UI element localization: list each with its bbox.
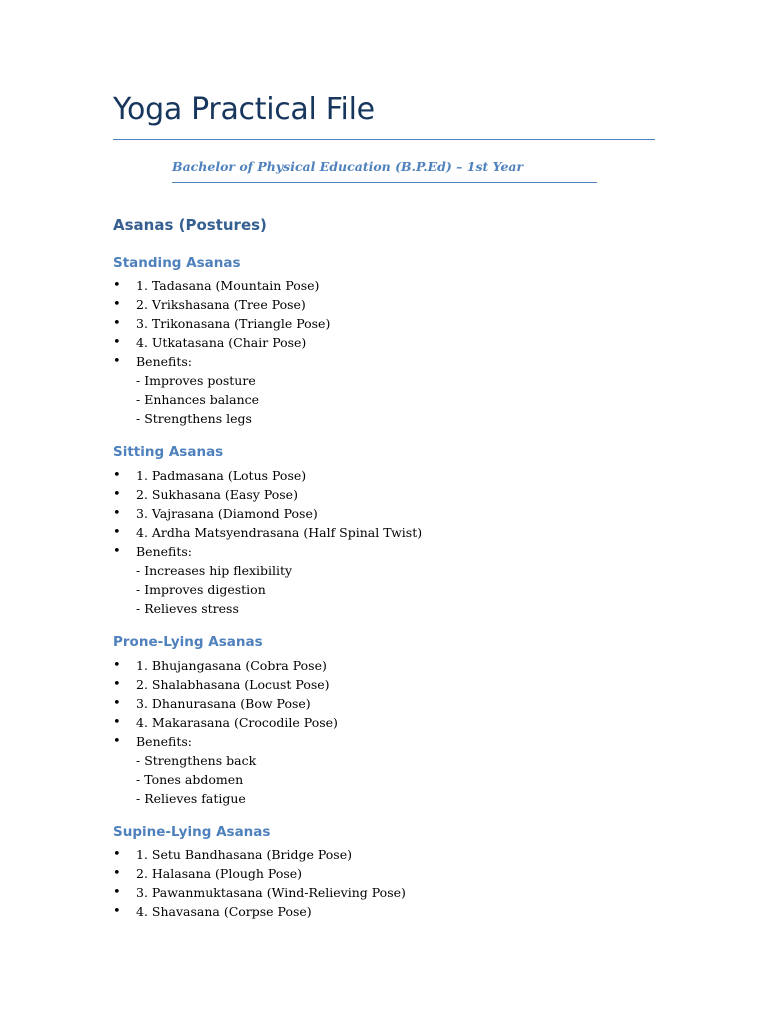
list-item: • 4. Shavasana (Corpse Pose) xyxy=(113,904,312,919)
document-title: Yoga Practical File xyxy=(113,92,375,127)
list-item-benefits: • Benefits: xyxy=(113,354,193,369)
group-list-prone-lying xyxy=(113,656,338,808)
list-item: • 4. Utkatasana (Chair Pose) xyxy=(113,335,307,350)
title-underline xyxy=(113,139,655,140)
list-item: • 3. Trikonasana (Triangle Pose) xyxy=(113,316,331,331)
bullet: • xyxy=(113,658,121,673)
list-item-benefits: • Benefits: xyxy=(113,734,193,749)
bullet: • xyxy=(113,885,121,900)
bullet: • xyxy=(113,866,121,881)
bullet: • xyxy=(113,506,121,521)
bullet: • xyxy=(113,904,121,919)
benefit-line: - Relieves fatigue xyxy=(136,791,246,806)
bullet: • xyxy=(113,354,121,369)
list-item: • 3. Vajrasana (Diamond Pose) xyxy=(113,506,318,521)
list-item: • 4. Ardha Matsyendrasana (Half Spinal Twist) xyxy=(113,525,423,540)
bullet: • xyxy=(113,696,121,711)
bullet: • xyxy=(113,544,121,559)
benefit-line: - Improves posture xyxy=(136,373,256,388)
bullet: • xyxy=(113,847,121,862)
group-heading-prone-lying: Prone-Lying Asanas xyxy=(113,634,263,650)
bullet: • xyxy=(113,677,121,692)
bullet: • xyxy=(113,316,121,331)
list-item: • 3. Pawanmuktasana (Wind-Relieving Pose) xyxy=(113,885,406,900)
group-heading-supine-lying: Supine-Lying Asanas xyxy=(113,824,271,840)
bullet: • xyxy=(113,468,121,483)
bullet: • xyxy=(113,335,121,350)
benefit-line: - Increases hip flexibility xyxy=(136,563,293,578)
section-heading: Asanas (Postures) xyxy=(113,216,267,234)
list-item: • 3. Dhanurasana (Bow Pose) xyxy=(113,696,311,711)
list-item: • 1. Setu Bandhasana (Bridge Pose) xyxy=(113,847,352,862)
group-list-supine-lying xyxy=(113,845,406,921)
group-heading-standing: Standing Asanas xyxy=(113,255,241,271)
benefit-line: - Tones abdomen xyxy=(136,772,244,787)
list-item-benefits: • Benefits: xyxy=(113,544,193,559)
list-item: • 2. Shalabhasana (Locust Pose) xyxy=(113,677,330,692)
subtitle-underline xyxy=(172,182,597,183)
group-list-sitting xyxy=(113,466,422,618)
bullet: • xyxy=(113,525,121,540)
bullet: • xyxy=(113,487,121,502)
list-item: • 2. Vrikshasana (Tree Pose) xyxy=(113,297,306,312)
benefit-line: - Enhances balance xyxy=(136,392,260,407)
list-item: • 2. Sukhasana (Easy Pose) xyxy=(113,487,298,502)
list-item: • 2. Halasana (Plough Pose) xyxy=(113,866,303,881)
list-item: • 1. Padmasana (Lotus Pose) xyxy=(113,468,307,483)
bullet: • xyxy=(113,278,121,293)
list-item: • 4. Makarasana (Crocodile Pose) xyxy=(113,715,338,730)
bullet: • xyxy=(113,715,121,730)
benefit-line: - Improves digestion xyxy=(136,582,266,597)
bullet: • xyxy=(113,297,121,312)
benefit-line: - Strengthens back xyxy=(136,753,257,768)
bullet: • xyxy=(113,734,121,749)
group-list-standing xyxy=(113,276,330,428)
benefit-line: - Relieves stress xyxy=(136,601,239,616)
benefit-line: - Strengthens legs xyxy=(136,411,252,426)
document-subtitle: Bachelor of Physical Education (B.P.Ed) – 1st Year xyxy=(172,159,524,174)
list-item: • 1. Bhujangasana (Cobra Pose) xyxy=(113,658,327,673)
group-heading-sitting: Sitting Asanas xyxy=(113,444,224,460)
list-item: • 1. Tadasana (Mountain Pose) xyxy=(113,278,320,293)
